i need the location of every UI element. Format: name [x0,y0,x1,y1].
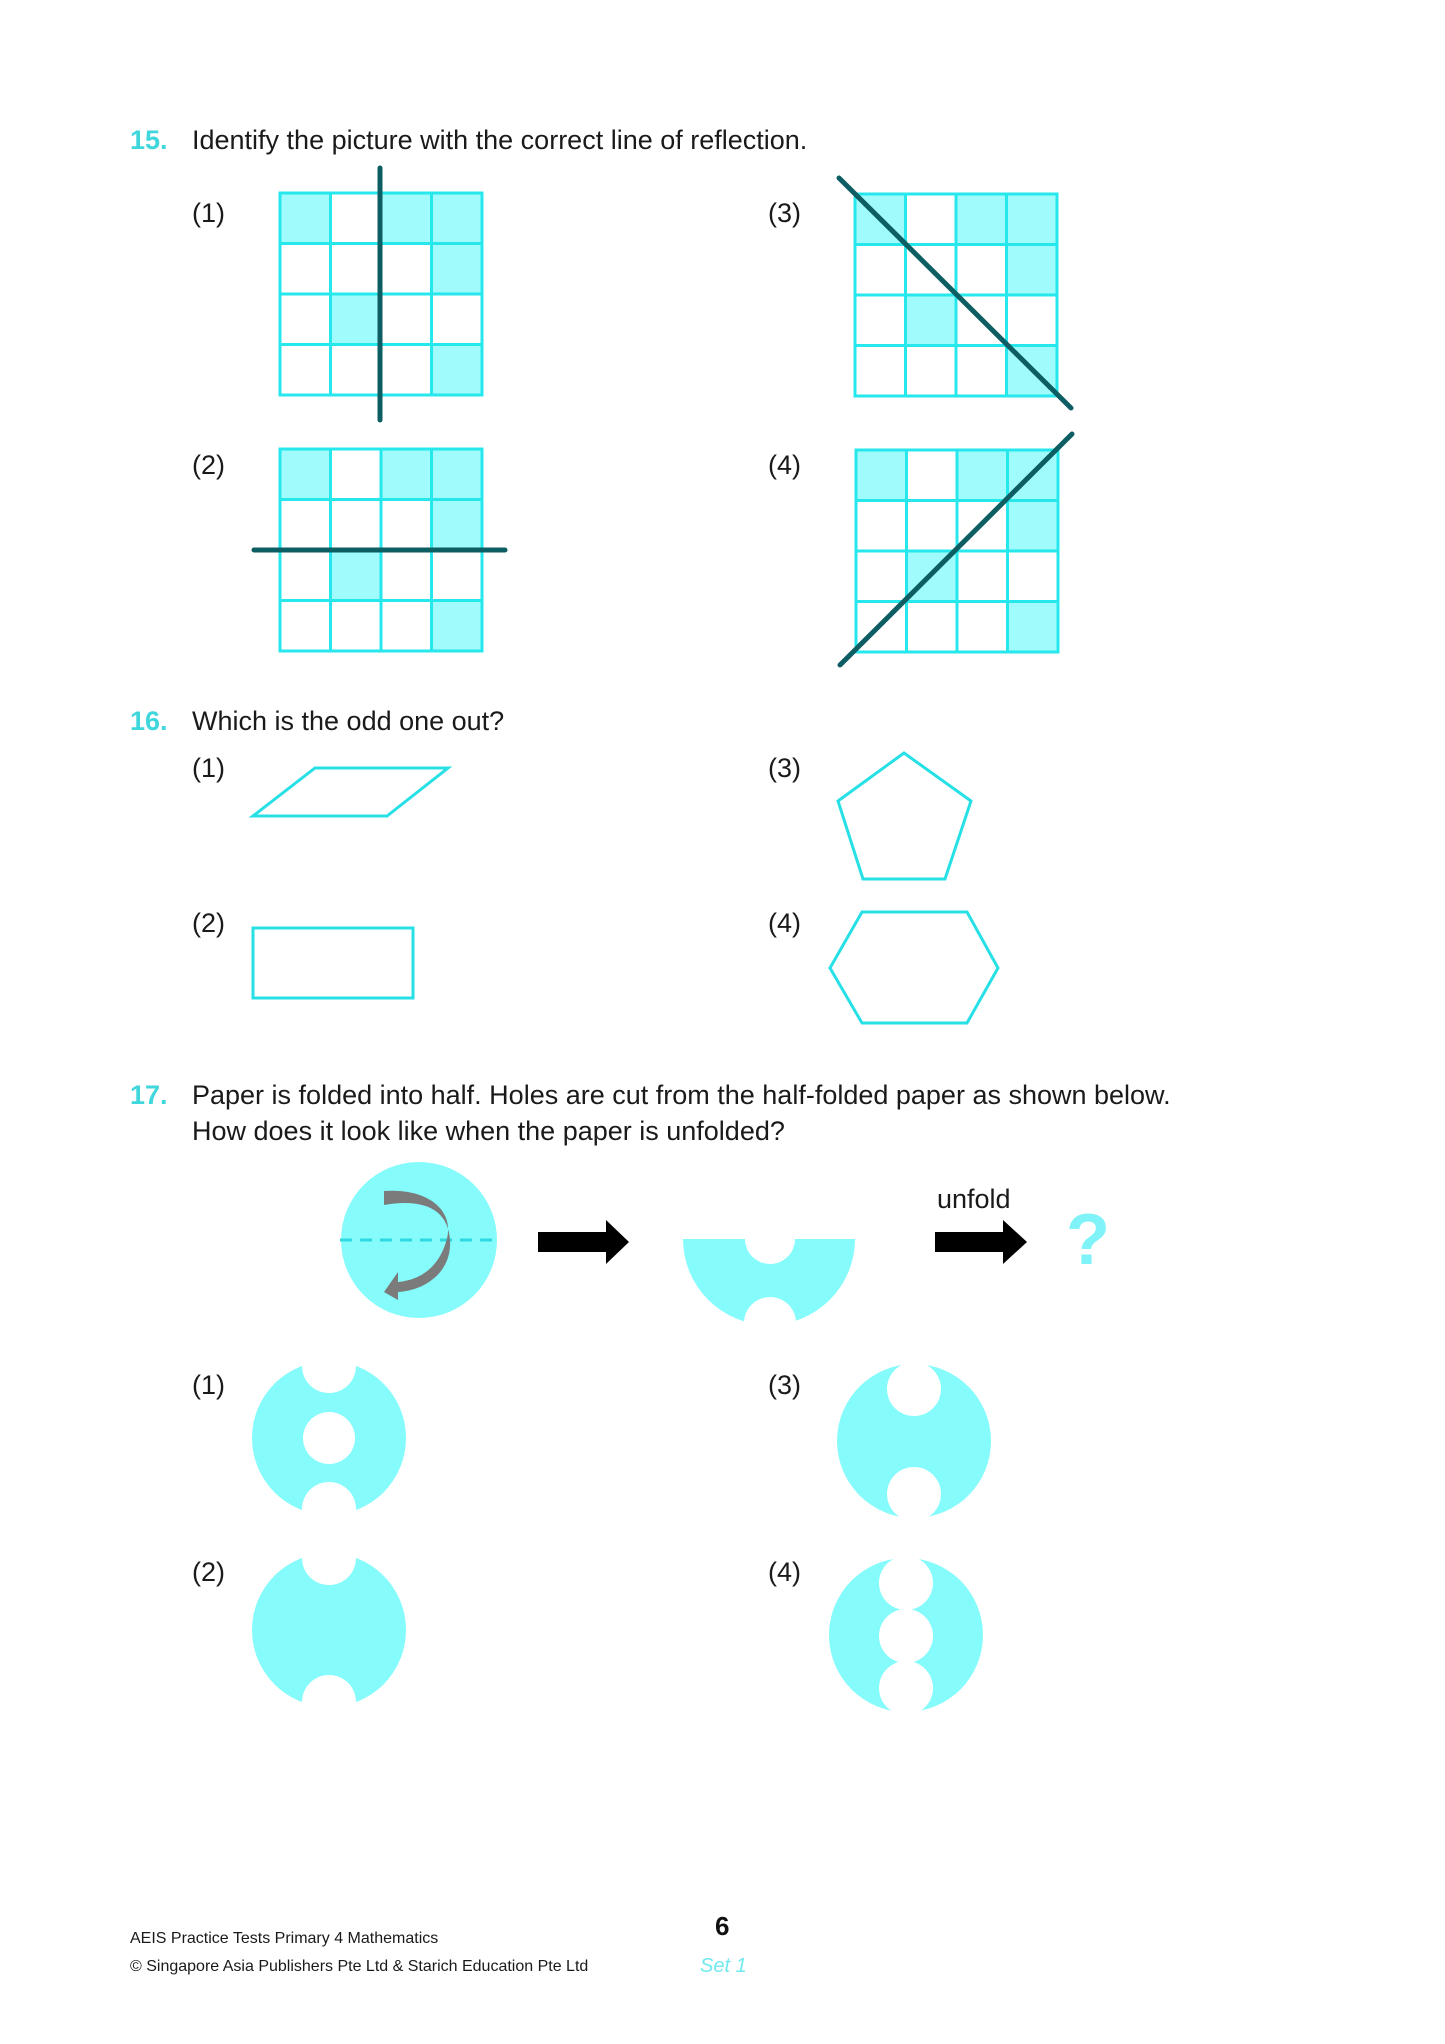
q17-option-1-label[interactable]: (1) [192,1370,225,1400]
question-16-text: Which is the odd one out? [192,706,505,736]
page-number: 6 [715,1911,730,1941]
q17-option-4-figure[interactable] [829,1556,983,1715]
question-mark-icon: ? [1066,1200,1110,1280]
half-folded-paper [683,1214,855,1349]
q17-option-3-label[interactable]: (3) [768,1370,801,1400]
unfold-arrow-icon [935,1220,1027,1264]
question-17-number: 17. [130,1080,168,1110]
q17-option-1-figure[interactable] [252,1339,406,1536]
q17-option-2-label[interactable]: (2) [192,1557,225,1587]
right-arrow-icon [538,1220,629,1264]
folding-paper-circle [340,1162,498,1318]
q17-option-3-figure[interactable] [837,1362,991,1521]
q17-option-2-figure[interactable] [252,1531,406,1729]
q15-option-3-grid[interactable] [839,178,1071,408]
q15-option-4-label[interactable]: (4) [768,450,801,480]
q17-option-4-label[interactable]: (4) [768,1557,801,1587]
q16-option-2-label[interactable]: (2) [192,908,225,938]
set-label: Set 1 [700,1955,747,1977]
question-16-number: 16. [130,706,168,736]
q16-pentagon-shape [838,753,971,879]
footer-copyright: © Singapore Asia Publishers Pte Ltd & Starich Education Pte Ltd [130,1958,589,1975]
footer-title: AEIS Practice Tests Primary 4 Mathematics [130,1930,439,1947]
q16-option-1-label[interactable]: (1) [192,753,225,783]
q16-hexagon-shape [830,912,998,1023]
question-15-number: 15. [130,125,168,155]
q15-option-3-label[interactable]: (3) [768,198,801,228]
q15-option-1-grid[interactable] [280,168,482,420]
q15-option-2-grid[interactable] [254,449,505,651]
question-17-text-line2: How does it look like when the paper is unfolded? [192,1116,785,1146]
question-15-text: Identify the picture with the correct line of reflection. [192,125,808,155]
q15-option-2-label[interactable]: (2) [192,450,225,480]
q16-parallelogram-shape [253,768,448,816]
q15-option-1-label[interactable]: (1) [192,198,225,228]
unfold-label: unfold [937,1184,1011,1214]
q16-option-4-label[interactable]: (4) [768,908,801,938]
q16-rectangle-shape [253,928,413,998]
q15-option-4-grid[interactable] [840,434,1072,665]
q16-option-3-label[interactable]: (3) [768,753,801,783]
question-17-text-line1: Paper is folded into half. Holes are cut from the half-folded paper as shown below. [192,1080,1171,1110]
